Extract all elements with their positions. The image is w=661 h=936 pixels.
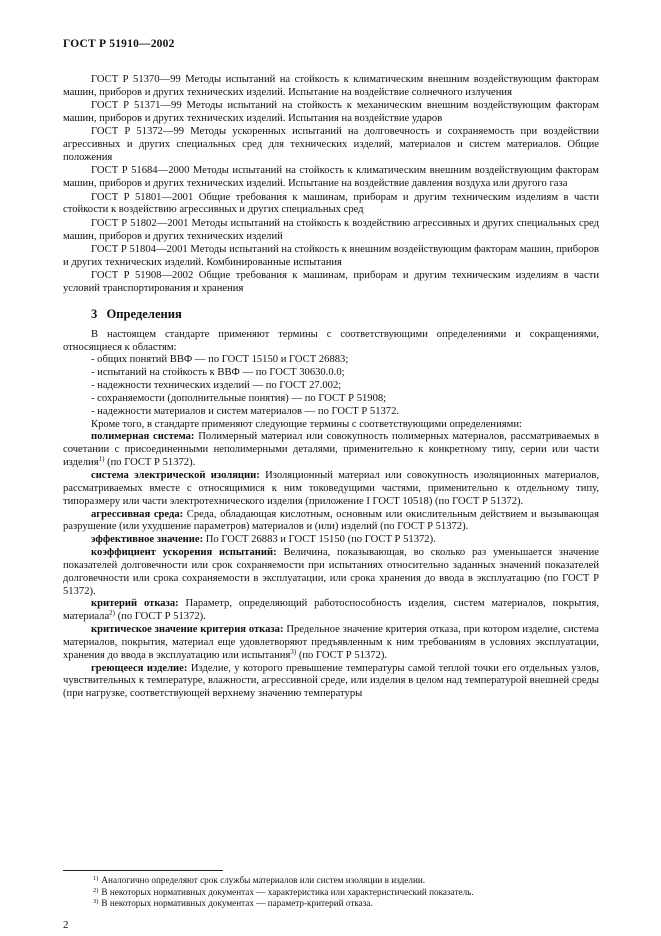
definition-text: Величина, показывающая, во сколько раз уменьшается значение показателей долговечности или срок сохраняемости при испытаниях относительно заданных значений показателей долговечности или срока сохраняемости в эксплуатации, или срока хранения до ввода в эксплуатацию (по ГОСТ Р 51372). [63, 547, 599, 597]
footnote-divider [63, 870, 223, 871]
term: греющееся изделие: [91, 662, 188, 674]
definition-heating-product [63, 663, 599, 702]
reference-item: ГОСТ Р 51801—2001 Общие требования к машинам, приборам и другим техническим изделиям в части стойкости к воздействию агрессивных и других специальных сред [63, 191, 599, 216]
reference-item: ГОСТ Р 51372—99 Методы ускоренных испытаний на долговечность и сохраняемость при воздействии агрессивных и других специальных сред для технических изделий, материалов и систем материалов. Общие положения [63, 126, 599, 164]
definition-effective-value [63, 534, 599, 547]
term: эффективное значение: [91, 534, 204, 546]
term: коэффициент ускорения испытаний: [91, 547, 277, 559]
definition-text: Изоляционный материал или совокупность изоляционных материалов, рассматриваемых вместе с относящимися к ним токоведущими частями, применительно к отдельному типу, типоразмеру или части электротехнического изделия (приложение I ГОСТ 10518) (по ГОСТ Р 51372). [63, 469, 599, 507]
definition-polymer-system [63, 431, 599, 470]
footnote [63, 875, 599, 887]
definition-aggressive-medium [63, 509, 599, 535]
list-item: - сохраняемости (дополнительные понятия) — по ГОСТ Р 51908; [91, 392, 387, 404]
also-paragraph: Кроме того, в стандарте применяют следующие термины с соответствующими определениями: [91, 418, 522, 430]
reference-item: ГОСТ Р 51370—99 Методы испытаний на стойкость к климатическим внешним воздействующим факторам машин, приборов и других технических изделий. Испытание на воздействие солнечного излучения [63, 74, 599, 98]
intro-paragraph: В настоящем стандарте применяют термины с соответствующими определениями и сокращениями, относящиеся к областям: [63, 328, 599, 353]
definition-text: По ГОСТ 26883 и ГОСТ 15150 (по ГОСТ Р 51372). [203, 534, 436, 546]
reference-item: ГОСТ Р 51804—2001 Методы испытаний на стойкость к внешним воздействующим факторам машин, приборов и других технических изделий. Комбинированные испытания [63, 243, 599, 268]
list-item: - испытаний на стойкость к ВВФ — по ГОСТ 30630.0.0; [91, 367, 345, 379]
term: агрессивная среда: [91, 508, 184, 520]
definition-text: Параметр, определяющий работоспособность изделия, систем материалов, покрытия, материала [63, 598, 600, 623]
footnote-text: Аналогично определяют срок службы материалов или систем изоляции в изделии. [101, 875, 426, 885]
footnote-text: В некоторых нормативных документах — характеристика или характеристический показатель. [101, 886, 474, 897]
definition-insulation-system [63, 470, 599, 509]
page-number: 2 [63, 919, 69, 931]
footnotes [63, 875, 599, 910]
definition-failure-criterion [63, 598, 599, 624]
page-content [63, 74, 599, 701]
section-number: 3 [91, 306, 98, 321]
definition-text: Изделие, у которого превышение температуры самой теплой точки его отдельных узлов, чувствительных к температуре, влажности, агрессивной среде, или изделия в целом над температурой внешней среды (при нагрузке, соответствующей верхнему значению температуры [63, 662, 599, 700]
definition-text: Среда, обладающая кислотным, основным или окислительным действием и вызывающая разрушение (или ухудшение параметров) материалов и (или) изделий (по ГОСТ Р 51372). [63, 508, 599, 533]
reference-item: ГОСТ Р 51684—2000 Методы испытаний на стойкость к климатическим внешним воздействующим факторам машин, приборов и других технических изделий. Испытание на воздействие давления воздуха или другого газа [63, 165, 599, 190]
definition-text: Полимерный материал или совокупность полимерных материалов, рассматриваемых в сочетании с присоединенными неполимерными деталями, применительно к конкретному типу, серии или части изделия [63, 431, 600, 469]
footnote [63, 887, 599, 899]
definition-critical-value [63, 624, 599, 663]
definition-source: (по ГОСТ Р 51372). [104, 457, 196, 469]
footnote [63, 898, 599, 910]
reference-item: ГОСТ Р 51802—2001 Методы испытаний на стойкость к воздействию агрессивных и других специальных сред машин, приборов и других технических изделий [63, 217, 599, 242]
normative-references [63, 74, 599, 296]
reference-item: ГОСТ Р 51371—99 Методы испытаний на стойкость к механическим внешним воздействующим факторам машин, приборов и других технических изделий. Испытания на воздействие ударов [63, 100, 599, 125]
areas-list [63, 354, 599, 418]
section-title: Определения [106, 306, 182, 321]
footnote-ref: 1) [98, 455, 105, 464]
list-item: - надежности технических изделий — по ГОСТ 27.002; [91, 380, 342, 392]
footnote-text: В некоторых нормативных документах — параметр-критерий отказа. [101, 898, 373, 908]
term: критерий отказа: [91, 598, 179, 610]
definition-source: (по ГОСТ Р 51372). [114, 611, 206, 623]
definition-acceleration-factor [63, 547, 599, 598]
definition-source: (по ГОСТ Р 51372). [296, 649, 387, 661]
term: критическое значение критерия отказа: [91, 624, 284, 636]
section-heading [91, 308, 599, 321]
footnote-ref: 3) [290, 647, 297, 656]
list-item: - надежности материалов и систем материалов — по ГОСТ Р 51372. [91, 405, 400, 417]
term: полимерная система: [91, 431, 195, 443]
footnote-ref: 2) [109, 609, 115, 618]
footnote-mark: 2) [93, 886, 99, 894]
document-header: ГОСТ Р 51910—2002 [63, 38, 175, 50]
footnote-mark: 3) [93, 898, 99, 905]
reference-item: ГОСТ Р 51908—2002 Общие требования к машинам, приборам и другим техническим изделиям в части условий транспортирования и хранения [63, 270, 599, 294]
list-item: - общих понятий ВВФ — по ГОСТ 15150 и ГОСТ 26883; [91, 354, 349, 366]
footnote-mark: 1) [93, 875, 99, 882]
term: система электрической изоляции: [91, 469, 260, 481]
definition-text: Предельное значение критерия отказа, при котором изделие, система материалов, покрытия, материал еще удовлетворяют предъявленным к ним требованиям в условиях эксплуатации, хранения до ввода в эксплуатацию или испытания [63, 624, 599, 661]
